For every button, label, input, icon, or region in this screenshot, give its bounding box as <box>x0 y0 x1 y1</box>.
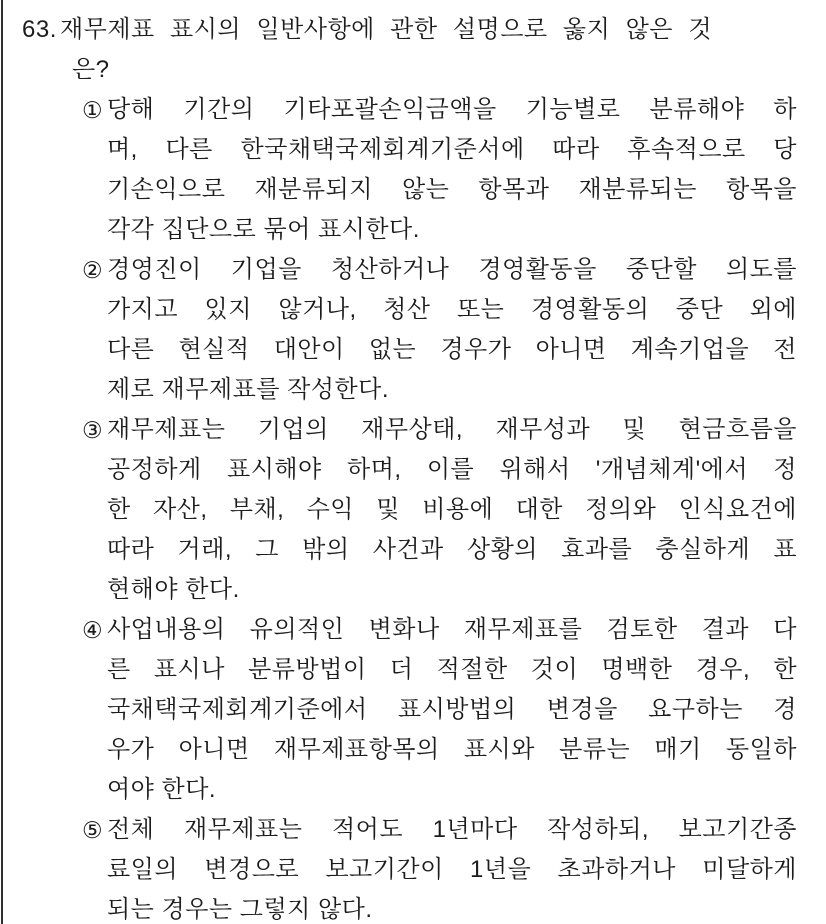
choice-line: 현해야 한다. <box>107 576 240 603</box>
question-line: 재무제표 표시의 일반사항에 관한 설명으로 옳지 않은 것 <box>60 16 712 43</box>
choice-2 <box>82 250 826 410</box>
choice-line: 료일의 변경으로 보고기간이 1년을 초과하거나 미달하게 <box>107 856 797 883</box>
question-line: 은? <box>72 56 110 83</box>
choice-line: 기손익으로 재분류되지 않는 항목과 재분류되는 항목을 <box>107 176 797 203</box>
choice-line: 되는 경우는 그렇지 않다. <box>107 896 373 923</box>
choice-3 <box>82 410 826 610</box>
choice-4-marker: ④ <box>82 617 104 643</box>
choice-line: 각각 집단으로 묶어 표시한다. <box>107 216 420 243</box>
question-number: 63. <box>22 16 57 43</box>
choice-line: 여야 한다. <box>107 776 217 803</box>
choice-line: 당해 기간의 기타포괄손익금액을 기능별로 분류해야 하 <box>107 96 797 123</box>
choice-1-text <box>107 90 797 250</box>
choice-5-text <box>107 810 797 924</box>
choice-2-text <box>107 250 797 410</box>
choice-line: 사업내용의 유의적인 변화나 재무제표를 검토한 결과 다 <box>107 616 797 643</box>
choice-5-marker: ⑤ <box>82 817 104 843</box>
choice-line: 경영진이 기업을 청산하거나 경영활동을 중단할 의도를 <box>107 256 797 283</box>
choice-line: 다른 현실적 대안이 없는 경우가 아니면 계속기업을 전 <box>107 336 797 363</box>
choice-5 <box>82 810 826 924</box>
column-divider-line <box>1 0 3 924</box>
choice-line: 른 표시나 분류방법이 더 적절한 것이 명백한 경우, 한 <box>107 656 797 683</box>
choice-1-marker: ① <box>82 97 104 123</box>
choice-line: 따라 거래, 그 밖의 사건과 상황의 효과를 충실하게 표 <box>107 536 797 563</box>
choice-4 <box>82 610 826 810</box>
choice-line: 재무제표는 기업의 재무상태, 재무성과 및 현금흐름을 <box>107 416 797 443</box>
choice-4-text <box>107 610 797 810</box>
question-row <box>22 10 826 90</box>
choice-3-text <box>107 410 797 610</box>
choice-line: 가지고 있지 않거나, 청산 또는 경영활동의 중단 외에 <box>107 296 797 323</box>
choice-line: 국채택국제회계기준에서 표시방법의 변경을 요구하는 경 <box>107 696 797 723</box>
choice-2-marker: ② <box>82 257 104 283</box>
choice-line: 전체 재무제표는 적어도 1년마다 작성하되, 보고기간종 <box>107 816 797 843</box>
question-text <box>60 10 712 90</box>
choice-line: 공정하게 표시해야 하며, 이를 위해서 '개념체계'에서 정 <box>107 456 797 483</box>
choice-line: 우가 아니면 재무제표항목의 표시와 분류는 매기 동일하 <box>107 736 797 763</box>
choice-line: 한 자산, 부채, 수익 및 비용에 대한 정의와 인식요건에 <box>107 496 797 523</box>
choice-line: 제로 재무제표를 작성한다. <box>107 376 390 403</box>
choice-line: 며, 다른 한국채택국제회계기준서에 따라 후속적으로 당 <box>107 136 797 163</box>
choice-1 <box>82 90 826 250</box>
choice-3-marker: ③ <box>82 417 104 443</box>
